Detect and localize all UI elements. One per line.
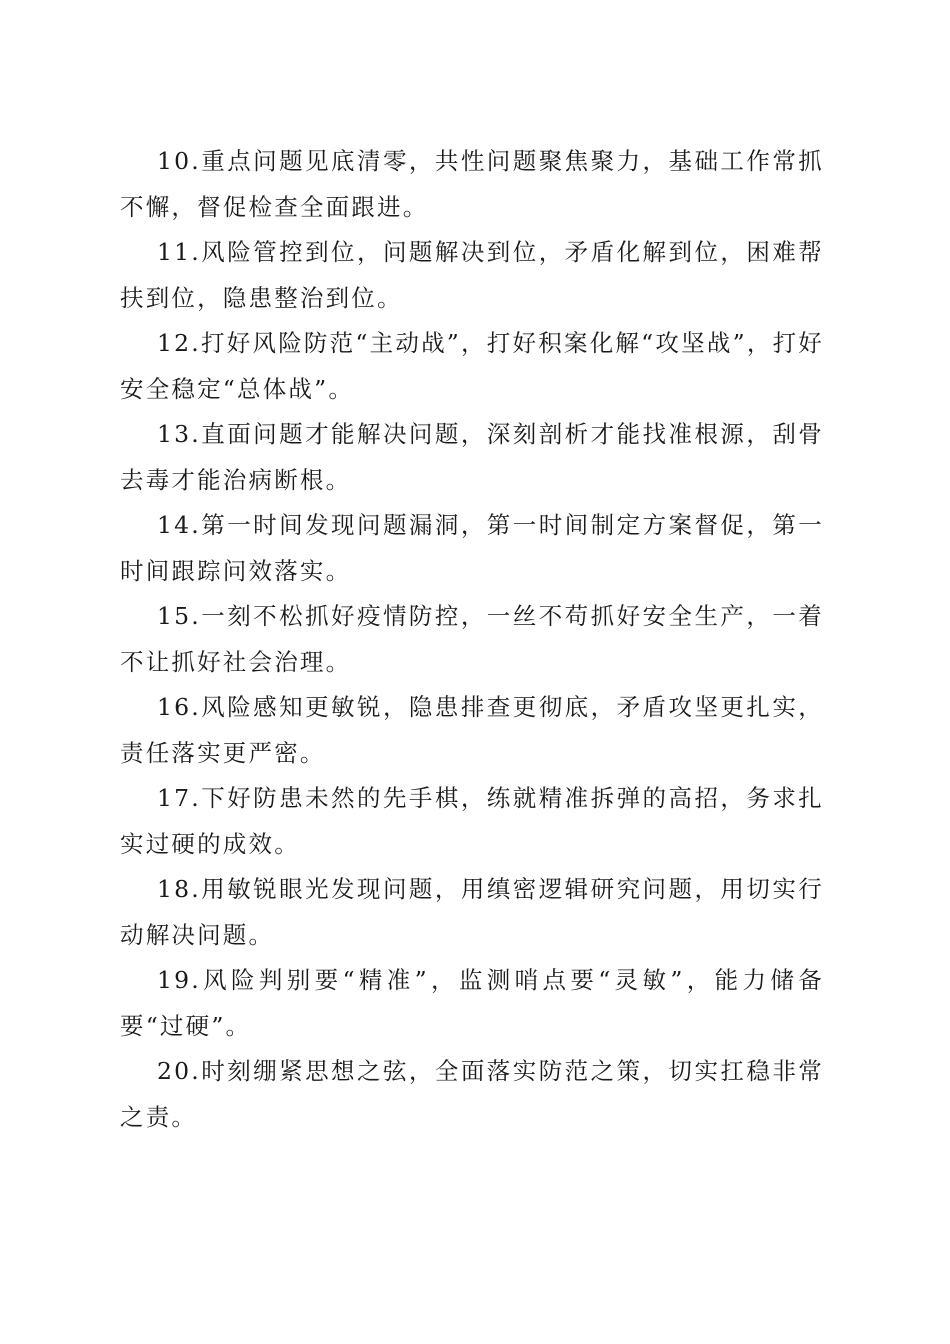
list-item: 17.下好防患未然的先手棋，练就精准拆弹的高招，务求扎实过硬的成效。 xyxy=(120,784,824,858)
list-item: 14.第一时间发现问题漏洞，第一时间制定方案督促，第一时间跟踪问效落实。 xyxy=(120,511,824,585)
document-body xyxy=(120,139,824,1140)
list-item: 18.用敏锐眼光发现问题，用缜密逻辑研究问题，用切实行动解决问题。 xyxy=(120,875,824,949)
list-item: 11.风险管控到位，问题解决到位，矛盾化解到位，困难帮扶到位，隐患整治到位。 xyxy=(120,238,824,312)
list-item: 10.重点问题见底清零，共性问题聚焦聚力，基础工作常抓不懈，督促检查全面跟进。 xyxy=(120,147,824,221)
list-item: 13.直面问题才能解决问题，深刻剖析才能找准根源，刮骨去毒才能治病断根。 xyxy=(120,420,824,494)
list-item: 20.时刻绷紧思想之弦，全面落实防范之策，切实扛稳非常之责。 xyxy=(120,1057,824,1131)
list-item: 16.风险感知更敏锐，隐患排查更彻底，矛盾攻坚更扎实，责任落实更严密。 xyxy=(120,693,824,767)
list-item: 19.风险判别要“精准”，监测哨点要“灵敏”，能力储备要“过硬”。 xyxy=(120,966,824,1040)
list-item: 12.打好风险防范“主动战”，打好积案化解“攻坚战”，打好安全稳定“总体战”。 xyxy=(120,329,824,403)
list-item: 15.一刻不松抓好疫情防控，一丝不苟抓好安全生产，一着不让抓好社会治理。 xyxy=(120,602,824,676)
